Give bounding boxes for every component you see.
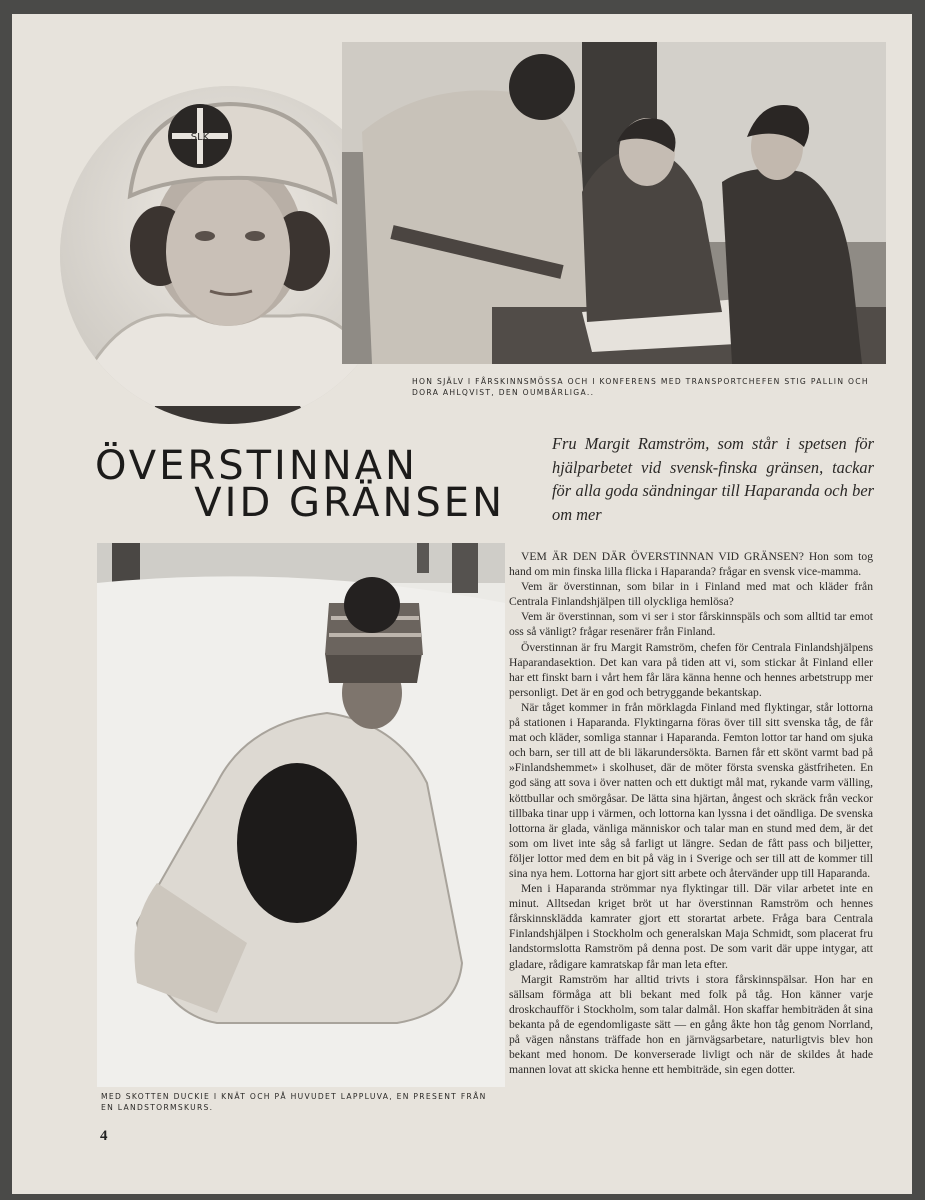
badge-text: SLK: [190, 132, 210, 143]
bottom-photo-caption: MED SKOTTEN DUCKIE I KNÄT OCH PÅ HUVUDET LAPPLUVA, EN PRESENT FRÅN EN LANDSTORMSKURS.: [101, 1092, 487, 1112]
headline-line-2: VID GRÄNSEN: [194, 480, 505, 526]
headline-line-1: ÖVERSTINNAN: [95, 443, 418, 489]
snow-photo: [97, 543, 505, 1087]
top-photo-caption: HON SJÄLV I FÅRSKINNSMÖSSA OCH I KONFERENS MED TRANSPORTCHEFEN STIG PALLIN OCH DORA AHLQVIST, DEN OUMBÄRLIGA..: [412, 377, 869, 397]
body-paragraph: Vem är överstinnan, som bilar in i Finland med mat och kläder från Centrala Finlandshjälpen till olyckliga hemlösa?: [509, 580, 873, 609]
magazine-page: [12, 14, 912, 1194]
body-paragraph: När tåget kommer in från mörklagda Finland med flyktingar, står lottorna på stationen i Haparanda. Flyktingarna föras över till sitt svenska tåg, de får mat och kläder, somliga stannar i Haparanda. Femton lottor tar hand om sjuka och barn, ser till att de bli läkarundersökta. Barnen får ett skönt varmt bad på »Finlandshemmet» i skolhuset, där de möter första svenska gästfriheten. En god säng att sova i över natten och ett duktigt mål mat, rykande varm välling, köttbullar och smörgåsar. De lätta sina hjärtan, ångest och skräck från veckor tillbaka tinar upp i värmen, och lottorna kan lyssna i det oändliga. De svenska lottorna är glada, vänliga människor och talar man en stund med dem, är det som om livet inte såg så farligt ut längre. Sedan de fått pass och biljetter, följer lottor med dem en bit på väg in i Sverige och ser till att de kommer till sina nya hem. Lottorna har gjort sitt arbete och återvänder upp till Haparanda.: [509, 700, 873, 880]
body-paragraph: Margit Ramström har alltid trivts i stora fårskinnspälsar. Hon har en sällsam förmåga att bli bekant med folk på tåg. Hon känner varje droskchaufför i Stockholm, som talar dalmål. Hon skaffar hembiträden åt sina bekanta på de egendomligaste sätt — en gång åkte hon tåg genom Norrland, på vägen nånstans träffade hon en järnvägsarbetare, naturligtvis blev hon bekant med honom. De konverserade livligt och när de skildes åt hade mannen lovat att skicka henne ett hembiträde, sin egen dotter.: [509, 972, 873, 1077]
body-paragraph: VEM ÄR DEN DÄR ÖVERSTINNAN VID GRÄNSEN? Hon som tog hand om min finska lilla flicka i Haparanda? frågar en svensk vice-mamma.: [509, 550, 873, 579]
snow-image: [97, 543, 505, 1087]
body-paragraph: Överstinnan är fru Margit Ramström, chefen för Centrala Finlandshjälpens Haparandasektion. Det kan vara på tiden att vi, som stickar åt Finland eller har ett finskt barn i vårt hem får lära känna henne och hennes arbetstrupp mer personligt. Det är en god och betryggande bekantskap.: [509, 640, 873, 699]
conference-photo: [342, 42, 886, 364]
body-paragraph: Vem är överstinnan, som vi ser i stor fårskinnspäls och som alltid tar emot oss så vänligt? frågar resenärer från Finland.: [509, 610, 873, 639]
conference-image: [342, 42, 886, 364]
lede-paragraph: Fru Margit Ramström, som står i spetsen för hjälparbetet vid svensk-finska gränsen, tackar för alla goda sändningar till Haparanda och ber om mer: [552, 434, 874, 524]
page-number: 4: [100, 1128, 108, 1144]
article-body: [509, 549, 873, 1077]
body-paragraph: Men i Haparanda strömmar nya flyktingar till. Där vilar arbetet inte en minut. Alltsedan kriget bröt ut har överstinnan Ramström och hennes fårskinnsklädda kamrater gjort ett storartat arbete. Fråga bara Centrala Finlandshjälpen i Stockholm och generalskan Maja Schmidt, som placerat fru landstormslotta Ramström på denna post. De som varit där uppe intygar, att gladare, rådigare kamratskap får man leta efter.: [509, 882, 873, 971]
